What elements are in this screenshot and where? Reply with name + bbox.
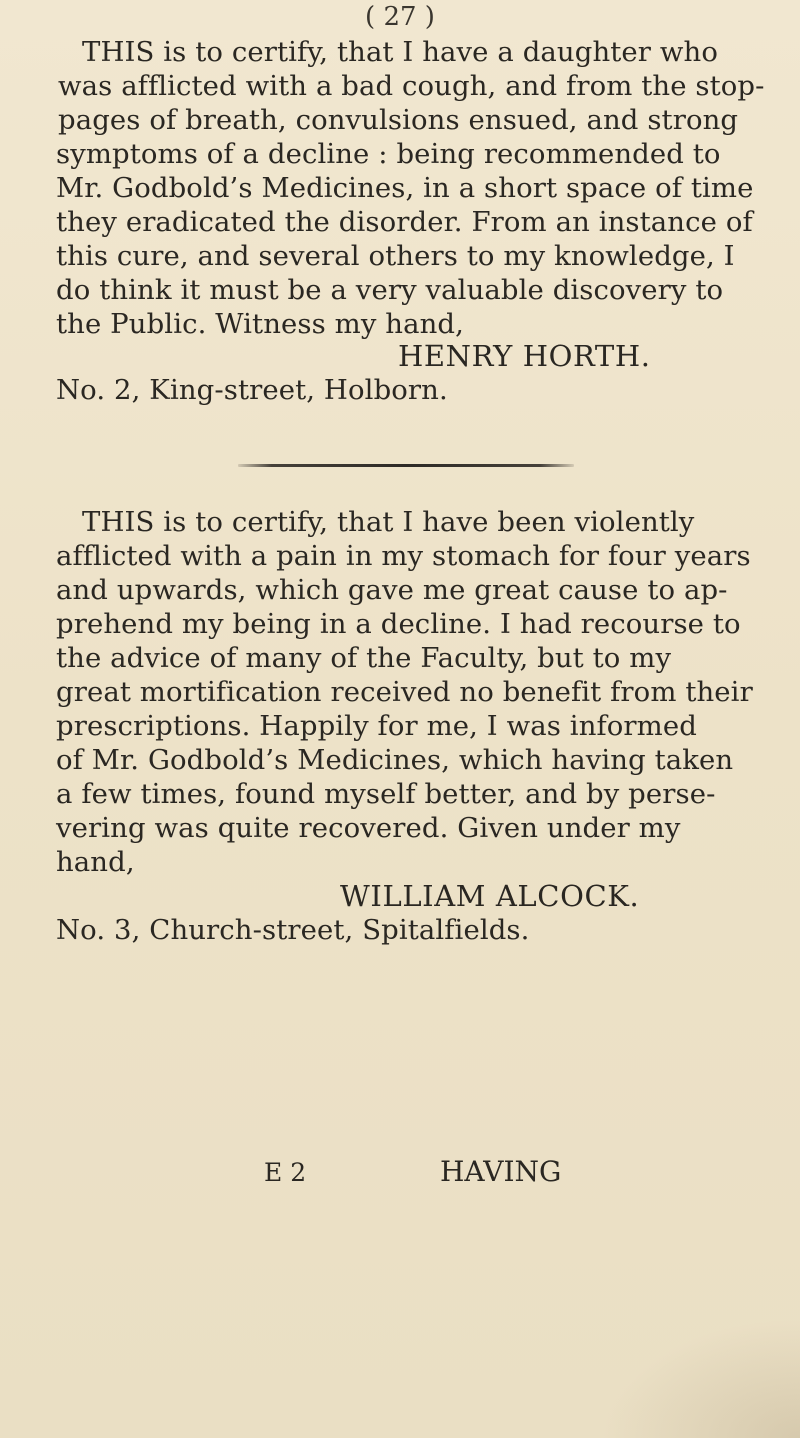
- text-line: a few times, found myself better, and by perse-: [56, 778, 716, 810]
- text-line: hand,: [56, 846, 135, 878]
- text-line: Mr. Godbold’s Medicines, in a short space of time: [56, 172, 754, 204]
- text-line: vering was quite recovered. Given under my: [56, 812, 681, 844]
- text-line: and upwards, which gave me great cause to ap-: [56, 574, 728, 606]
- text-line: do think it must be a very valuable discovery to: [56, 274, 724, 306]
- page-shadow: [600, 1318, 800, 1438]
- signature-mark: E 2: [264, 1158, 307, 1187]
- address-line: No. 2, King-street, Holborn.: [56, 374, 448, 406]
- text-line: pages of breath, convulsions ensued, and strong: [58, 104, 739, 136]
- text-line: of Mr. Godbold’s Medicines, which having taken: [56, 744, 734, 776]
- signature-william-alcock: WILLIAM ALCOCK.: [340, 879, 640, 913]
- text-line: prehend my being in a decline. I had recourse to: [56, 608, 741, 640]
- text-line: THIS is to certify, that I have a daughter who: [82, 36, 718, 68]
- page-number: ( 27 ): [365, 2, 435, 32]
- signature-henry-horth: HENRY HORTH.: [398, 339, 651, 373]
- text-line: afflicted with a pain in my stomach for four years: [56, 540, 751, 572]
- text-line: the advice of many of the Faculty, but to my: [56, 642, 672, 674]
- text-line: prescriptions. Happily for me, I was informed: [56, 710, 697, 742]
- catchword: HAVING: [440, 1155, 562, 1188]
- text-line: they eradicated the disorder. From an instance of: [56, 206, 753, 238]
- text-line: this cure, and several others to my knowledge, I: [56, 240, 735, 272]
- text-line: was afflicted with a bad cough, and from the stop-: [58, 70, 765, 102]
- text-line: THIS is to certify, that I have been violently: [82, 506, 695, 538]
- text-line: symptoms of a decline : being recommended to: [56, 138, 721, 170]
- text-line: great mortification received no benefit from their: [56, 676, 753, 708]
- text-line: the Public. Witness my hand,: [56, 308, 464, 340]
- address-line: No. 3, Church-street, Spitalfields.: [56, 914, 530, 946]
- section-divider: [238, 464, 574, 467]
